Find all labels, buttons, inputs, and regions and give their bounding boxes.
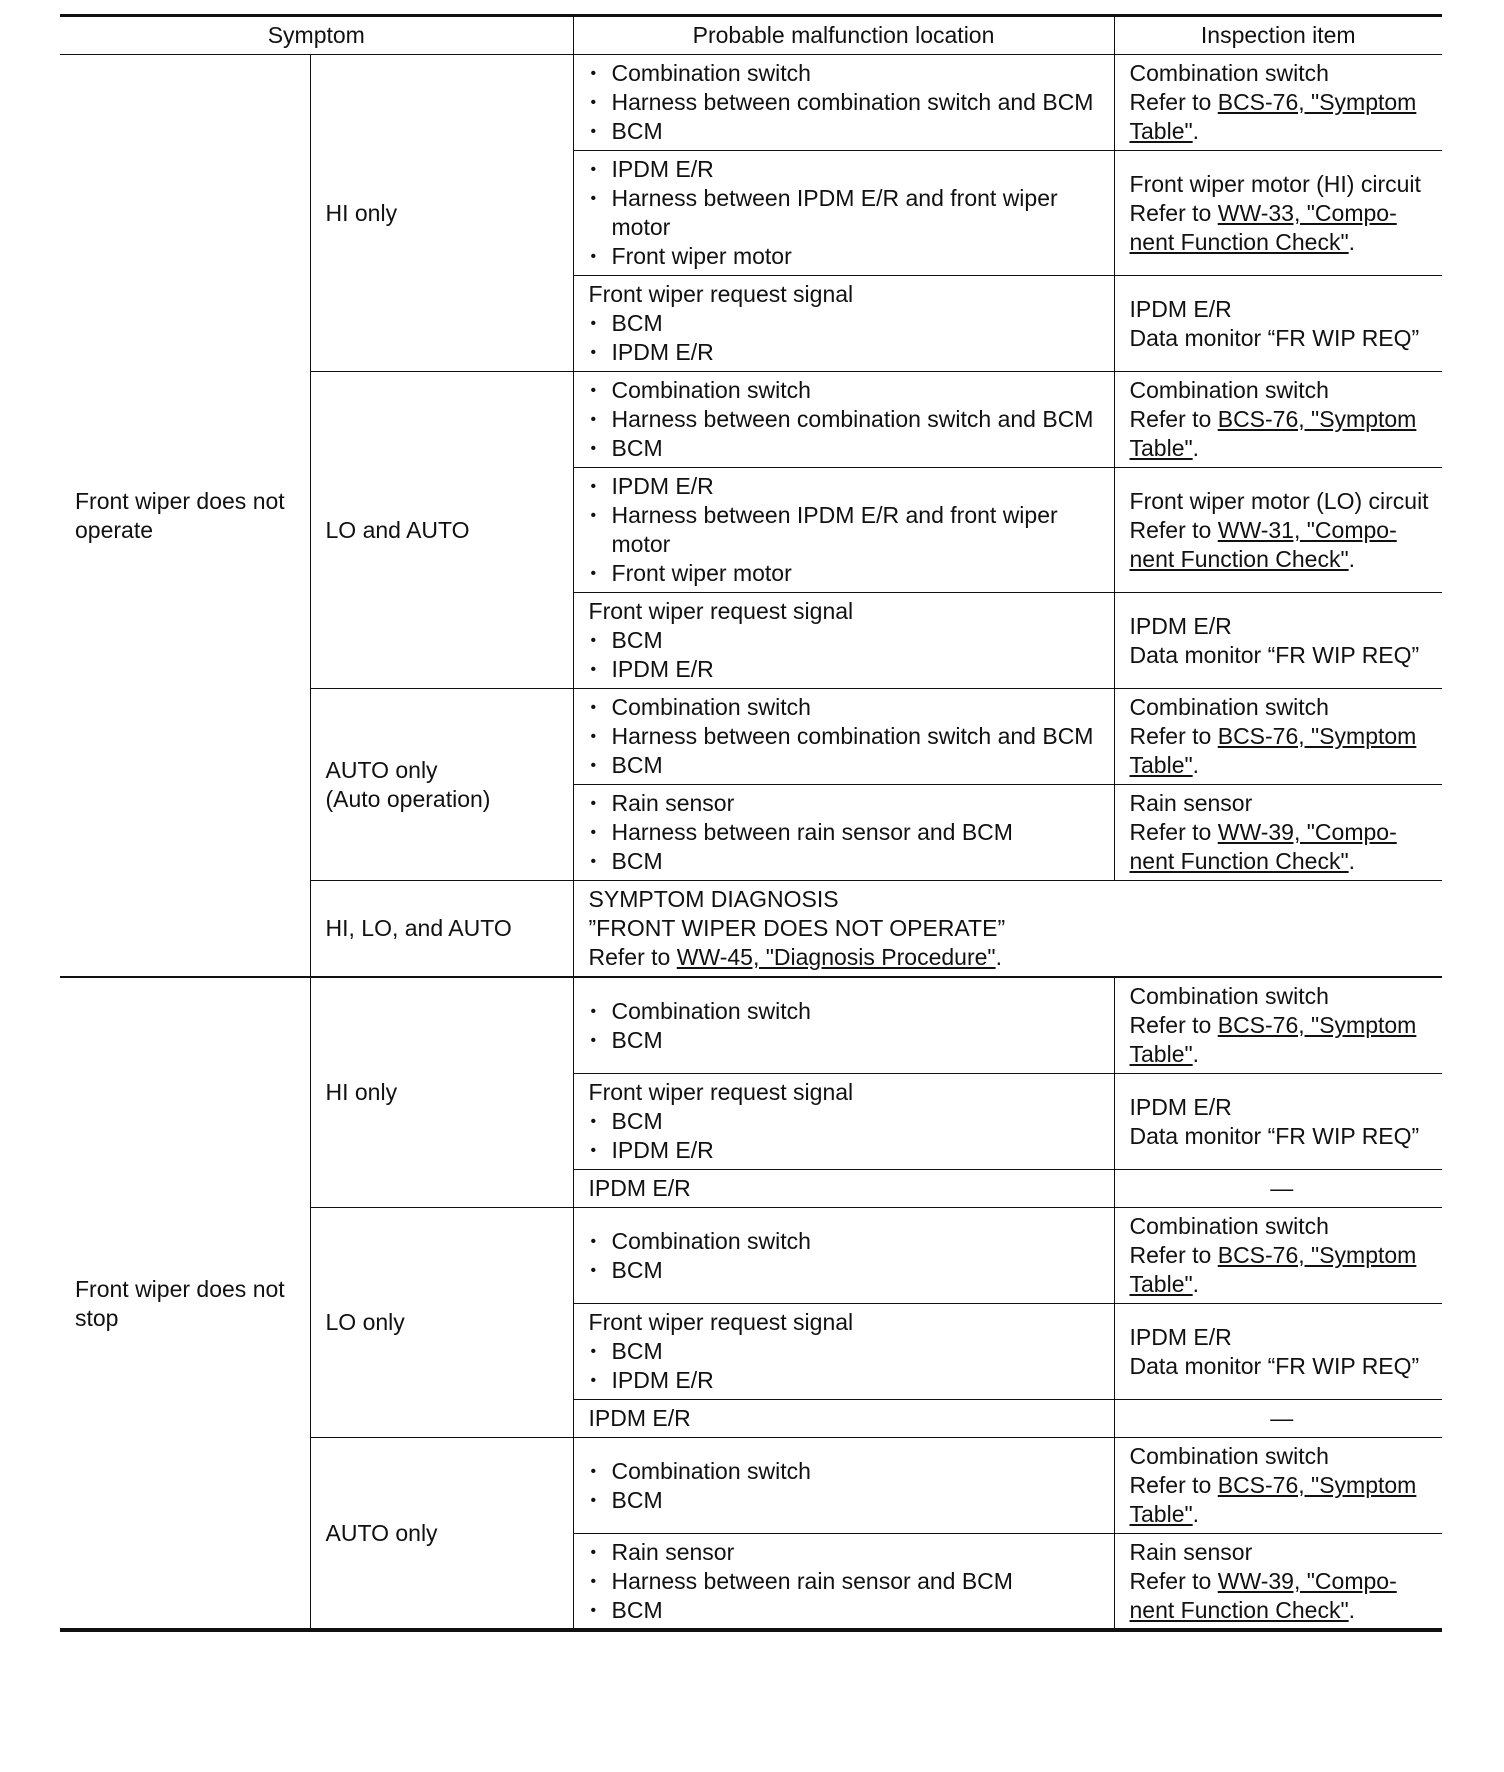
location-heading: Front wiper request signal	[588, 1309, 854, 1335]
location-heading: Front wiper request signal	[588, 598, 854, 624]
refer-prefix: Refer to	[1129, 199, 1218, 226]
location-bullet-item: • BCM	[589, 309, 1106, 338]
inspection-item-cell	[1114, 372, 1442, 468]
reference-link[interactable]: WW-39, "Compo-nent Function Check"	[1129, 819, 1397, 874]
inspection-refer-line	[1130, 1011, 1435, 1069]
location-bullet-item: • BCM	[589, 1596, 1106, 1625]
refer-prefix: Refer to	[1129, 89, 1218, 115]
symptom-cell	[60, 977, 310, 1629]
inspection-title: IPDM E/R	[1129, 1323, 1232, 1350]
refer-suffix: .	[1192, 752, 1200, 778]
location-bullet-item: • IPDM E/R	[589, 655, 1106, 684]
inspection-title: IPDM E/R	[1129, 295, 1232, 322]
location-bullet-item: • Rain sensor	[589, 1538, 1106, 1567]
no-inspection-dash: —	[1270, 1175, 1294, 1201]
malfunction-location-cell	[573, 977, 1114, 1074]
malfunction-location-cell	[573, 689, 1114, 785]
reference-link[interactable]: BCS-76, "Symptom Table"	[1129, 89, 1417, 144]
diagnosis-reference-cell	[573, 881, 1442, 978]
table-row	[60, 977, 1442, 1074]
refer-prefix: Refer to	[1129, 516, 1218, 543]
location-heading: IPDM E/R	[588, 1405, 691, 1431]
diagnosis-title: SYMPTOM DIAGNOSIS	[588, 886, 839, 912]
table-header-row	[60, 16, 1442, 55]
reference-link[interactable]: WW-39, "Compo-nent Function Check"	[1129, 1568, 1397, 1623]
inspection-title: Combination switch	[1129, 983, 1329, 1009]
sub-symptom-cell	[310, 977, 573, 1208]
refer-prefix: Refer to	[1129, 819, 1218, 845]
malfunction-location-cell	[573, 1208, 1114, 1304]
sub-symptom-cell	[310, 881, 573, 978]
sub-symptom-cell	[310, 1208, 573, 1438]
reference-link[interactable]: BCS-76, "Symptom Table"	[1129, 1242, 1417, 1297]
refer-prefix: Refer to	[588, 944, 677, 970]
location-bullet-item: • Combination switch	[589, 693, 1106, 722]
location-bullet-item: • Harness between combination switch and BCM	[589, 88, 1106, 117]
symptom-cell	[60, 55, 310, 978]
malfunction-location-cell	[573, 1170, 1114, 1208]
location-bullet-item: • BCM	[589, 847, 1106, 876]
table-row	[60, 55, 1442, 151]
location-bullet-item: • Combination switch	[589, 997, 1106, 1026]
location-heading: IPDM E/R	[588, 1175, 691, 1201]
sub-symptom-text: HI only	[325, 1079, 398, 1105]
inspection-refer-line	[1130, 1241, 1435, 1299]
location-bullet-list	[589, 693, 1106, 780]
inspection-title: Combination switch	[1129, 1213, 1329, 1239]
refer-prefix: Refer to	[1129, 1472, 1218, 1498]
header-probable-location: Probable malfunction location	[573, 16, 1114, 55]
inspection-data-monitor: Data monitor “FR WIP REQ”	[1129, 1122, 1420, 1149]
location-bullet-list	[589, 626, 1106, 684]
inspection-title: Rain sensor	[1129, 1539, 1253, 1565]
inspection-item-cell	[1114, 1438, 1442, 1534]
malfunction-location-cell	[573, 1074, 1114, 1170]
sub-symptom-text: LO only	[325, 1309, 405, 1335]
inspection-item-cell	[1114, 1208, 1442, 1304]
refer-prefix: Refer to	[1129, 1012, 1218, 1038]
symptom-text: Front wiper does not stop	[75, 1275, 285, 1331]
inspection-title: Combination switch	[1129, 1443, 1329, 1469]
malfunction-location-cell	[573, 785, 1114, 881]
sub-symptom-text: HI only	[325, 199, 398, 226]
location-bullet-item: • IPDM E/R	[589, 155, 1106, 184]
location-heading: Front wiper request signal	[588, 281, 854, 307]
inspection-refer-line	[1130, 405, 1435, 463]
refer-prefix: Refer to	[1129, 723, 1218, 749]
location-bullet-item: • Combination switch	[589, 376, 1106, 405]
malfunction-location-cell	[573, 1304, 1114, 1400]
inspection-item-cell	[1114, 977, 1442, 1074]
location-bullet-item: • Front wiper motor	[589, 559, 1106, 588]
inspection-title: Combination switch	[1129, 377, 1329, 403]
location-bullet-list	[589, 1227, 1106, 1285]
sub-symptom-cell	[310, 1438, 573, 1630]
sub-symptom-text: LO and AUTO	[325, 516, 470, 543]
inspection-item-cell	[1114, 785, 1442, 881]
location-bullet-item: • Harness between rain sensor and BCM	[589, 818, 1106, 847]
refer-suffix: .	[1192, 1501, 1200, 1527]
inspection-item-cell	[1114, 689, 1442, 785]
reference-link[interactable]: BCS-76, "Symptom Table"	[1129, 1472, 1417, 1527]
location-bullet-list	[589, 997, 1106, 1055]
malfunction-location-cell	[573, 1534, 1114, 1630]
sub-symptom-cell	[310, 689, 573, 881]
location-bullet-item: • Combination switch	[589, 59, 1106, 88]
malfunction-location-cell	[573, 372, 1114, 468]
location-bullet-item: • Harness between rain sensor and BCM	[589, 1567, 1106, 1596]
location-bullet-item: • BCM	[589, 1337, 1106, 1366]
malfunction-location-cell	[573, 1438, 1114, 1534]
location-bullet-item: • BCM	[589, 1486, 1106, 1515]
no-inspection-dash: —	[1270, 1405, 1294, 1431]
inspection-refer-line	[1130, 1471, 1435, 1529]
inspection-refer-line	[1130, 88, 1435, 146]
location-bullet-list	[589, 472, 1106, 588]
location-bullet-item: • Rain sensor	[589, 789, 1106, 818]
sub-symptom-text: AUTO only	[325, 1520, 438, 1546]
sub-symptom-text: AUTO only (Auto operation)	[325, 756, 491, 812]
location-bullet-list	[589, 155, 1106, 271]
table-bottom-rule	[60, 1628, 1442, 1632]
location-bullet-item: • BCM	[589, 1107, 1106, 1136]
inspection-item-cell	[1114, 468, 1442, 593]
location-bullet-item: • IPDM E/R	[589, 472, 1106, 501]
sub-symptom-cell	[310, 55, 573, 372]
location-bullet-item: • BCM	[589, 1026, 1106, 1055]
location-bullet-item: • Combination switch	[589, 1457, 1106, 1486]
location-bullet-item: • Harness between combination switch and BCM	[589, 722, 1106, 751]
location-bullet-item: • Front wiper motor	[589, 242, 1106, 271]
location-bullet-list	[589, 789, 1106, 876]
sub-symptom-text: HI, LO, and AUTO	[325, 915, 512, 941]
location-heading: Front wiper request signal	[588, 1079, 854, 1105]
location-bullet-item: • IPDM E/R	[589, 1366, 1106, 1395]
location-bullet-list	[589, 59, 1106, 146]
location-bullet-item: • BCM	[589, 751, 1106, 780]
inspection-title: Combination switch	[1129, 60, 1329, 86]
inspection-title: Combination switch	[1129, 694, 1329, 720]
inspection-refer-line	[1130, 722, 1435, 780]
refer-prefix: Refer to	[1129, 1242, 1218, 1268]
refer-suffix: .	[1348, 1597, 1356, 1623]
refer-suffix: .	[995, 944, 1002, 970]
inspection-item-cell	[1114, 276, 1442, 372]
inspection-refer-line	[1130, 818, 1435, 876]
location-bullet-item: • BCM	[589, 434, 1106, 463]
malfunction-location-cell	[573, 55, 1114, 151]
reference-link[interactable]: BCS-76, "Symptom Table"	[1129, 1012, 1417, 1067]
refer-suffix: .	[1192, 1041, 1200, 1067]
location-bullet-item: • BCM	[589, 117, 1106, 146]
inspection-refer-line	[1130, 199, 1435, 257]
location-bullet-item: • Harness between IPDM E/R and front wiper motor	[589, 184, 1106, 242]
refer-suffix: .	[1192, 1271, 1200, 1297]
refer-suffix: .	[1348, 848, 1356, 874]
refer-suffix: .	[1348, 228, 1356, 255]
malfunction-location-cell	[573, 151, 1114, 276]
reference-link[interactable]: WW-33, "Compo-nent Function Check"	[1129, 199, 1397, 255]
inspection-item-cell	[1114, 55, 1442, 151]
location-bullet-list	[589, 1457, 1106, 1515]
refer-suffix: .	[1192, 435, 1200, 461]
inspection-title: IPDM E/R	[1129, 612, 1232, 639]
location-bullet-list	[589, 1337, 1106, 1395]
location-bullet-list	[589, 376, 1106, 463]
reference-link[interactable]: WW-45, "Diagnosis Procedure"	[676, 944, 996, 970]
inspection-refer-line	[1130, 1567, 1435, 1625]
table-body	[60, 55, 1442, 1630]
refer-suffix: .	[1192, 118, 1200, 144]
inspection-title: Front wiper motor (LO) circuit	[1129, 487, 1429, 514]
symptom-table	[60, 14, 1442, 1629]
inspection-item-cell	[1114, 1534, 1442, 1630]
inspection-item-cell	[1114, 1400, 1442, 1438]
inspection-item-cell	[1114, 1170, 1442, 1208]
diagnosis-subtitle: ”FRONT WIPER DOES NOT OPERATE”	[588, 915, 1006, 941]
malfunction-location-cell	[573, 468, 1114, 593]
location-bullet-item: • Combination switch	[589, 1227, 1106, 1256]
location-bullet-list	[589, 1107, 1106, 1165]
inspection-title: IPDM E/R	[1129, 1093, 1232, 1120]
malfunction-location-cell	[573, 1400, 1114, 1438]
reference-link[interactable]: WW-31, "Compo-nent Function Check"	[1129, 516, 1397, 572]
refer-prefix: Refer to	[1129, 1568, 1218, 1594]
inspection-item-cell	[1114, 1304, 1442, 1400]
inspection-data-monitor: Data monitor “FR WIP REQ”	[1129, 324, 1420, 351]
malfunction-location-cell	[573, 593, 1114, 689]
header-symptom: Symptom	[60, 16, 573, 55]
location-bullet-item: • IPDM E/R	[589, 338, 1106, 367]
location-bullet-item: • Harness between IPDM E/R and front wiper motor	[589, 501, 1106, 559]
inspection-item-cell	[1114, 151, 1442, 276]
refer-prefix: Refer to	[1129, 406, 1218, 432]
symptom-text: Front wiper does not operate	[75, 487, 285, 543]
reference-link[interactable]: BCS-76, "Symptom Table"	[1129, 723, 1417, 778]
location-bullet-item: • BCM	[589, 626, 1106, 655]
reference-link[interactable]: BCS-76, "Symptom Table"	[1129, 406, 1417, 461]
inspection-title: Front wiper motor (HI) circuit	[1129, 170, 1421, 197]
symptom-table-sheet	[60, 14, 1442, 1629]
location-bullet-item: • IPDM E/R	[589, 1136, 1106, 1165]
refer-suffix: .	[1348, 545, 1356, 572]
inspection-data-monitor: Data monitor “FR WIP REQ”	[1129, 641, 1420, 668]
inspection-item-cell	[1114, 593, 1442, 689]
location-bullet-list	[589, 309, 1106, 367]
location-bullet-item: • Harness between combination switch and BCM	[589, 405, 1106, 434]
location-bullet-list	[589, 1538, 1106, 1625]
malfunction-location-cell	[573, 276, 1114, 372]
inspection-data-monitor: Data monitor “FR WIP REQ”	[1129, 1352, 1420, 1379]
inspection-refer-line	[1130, 516, 1435, 574]
diagnosis-refer-line	[589, 943, 1435, 972]
sub-symptom-cell	[310, 372, 573, 689]
header-inspection-item: Inspection item	[1114, 16, 1442, 55]
inspection-title: Rain sensor	[1129, 790, 1253, 816]
location-bullet-item: • BCM	[589, 1256, 1106, 1285]
inspection-item-cell	[1114, 1074, 1442, 1170]
